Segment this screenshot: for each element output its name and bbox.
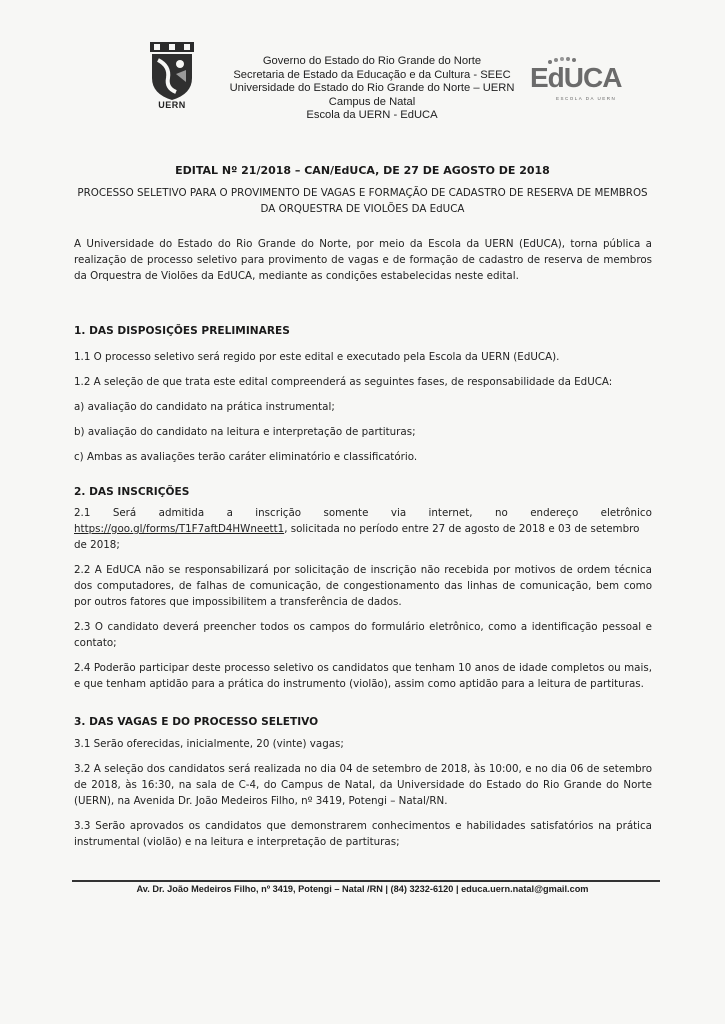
item-3-3: 3.3 Serão aprovados os candidatos que demonstrarem conhecimentos e habilidades satisfatórios na prática instrumental (violão) e na leitura e interpretação de partituras; bbox=[74, 820, 652, 848]
item-2-1-word: somente bbox=[323, 507, 369, 519]
section-3-heading: 3. DAS VAGAS E DO PROCESSO SELETIVO bbox=[74, 716, 319, 728]
item-2-1-word: internet, bbox=[428, 507, 473, 519]
item-2-1-word: Será bbox=[112, 507, 137, 519]
item-2-1-rest bbox=[74, 521, 652, 553]
item-3-2: 3.2 A seleção dos candidatos será realizada no dia 04 de setembro de 2018, às 10:00, e no dia 06 de setembro de 2018, às 16:30, na sala de C-4, do Campus de Natal, da Universidade do Estado do Rio Grande do Norte (UERN), na Avenida Dr. João Medeiros Filho, nº 3419, Potengi – Natal/RN. bbox=[74, 763, 652, 807]
item-2-1-word: 2.1 bbox=[74, 507, 91, 519]
item-1-2-a: a) avaliação do candidato na prática instrumental; bbox=[74, 401, 335, 413]
registration-form-link[interactable]: https://goo.gl/forms/T1F7aftD4HWneett1 bbox=[74, 523, 285, 535]
educa-logo bbox=[530, 54, 620, 104]
uern-shield-icon bbox=[146, 40, 198, 102]
section-1-body bbox=[74, 349, 652, 465]
uern-logo-label: UERN bbox=[158, 100, 186, 110]
item-2-1-word: inscrição bbox=[255, 507, 302, 519]
educa-logo-subtitle: ESCOLA DA UERN bbox=[556, 96, 617, 101]
item-2-4: 2.4 Poderão participar deste processo seletivo os candidatos que tenham 10 anos de idade completos ou mais, e que tenham aptidão para a prática do instrumento (violão), assim como aptidão para a leitura de partituras. bbox=[74, 662, 652, 690]
item-3-1: 3.1 Serão oferecidas, inicialmente, 20 (vinte) vagas; bbox=[74, 738, 344, 750]
edital-subtitle bbox=[70, 185, 655, 217]
item-2-1-word: eletrônico bbox=[600, 507, 652, 519]
section-3-body bbox=[74, 736, 652, 850]
edital-subtitle-line-1: PROCESSO SELETIVO PARA O PROVIMENTO DE VAGAS E FORMAÇÃO DE CADASTRO DE RESERVA DE MEMBROS bbox=[77, 187, 648, 199]
header-line-campus: Campus de Natal bbox=[328, 95, 416, 108]
item-1-2-c: c) Ambas as avaliações terão caráter eliminatório e classificatório. bbox=[74, 451, 418, 463]
footer-divider bbox=[72, 880, 660, 882]
section-1-heading: 1. DAS DISPOSIÇÕES PRELIMINARES bbox=[74, 325, 290, 337]
section-2-heading: 2. DAS INSCRIÇÕES bbox=[74, 486, 190, 498]
header-line-school: Escola da UERN - EdUCA bbox=[306, 109, 438, 121]
educa-logo-word: EdUCA bbox=[530, 62, 622, 93]
item-1-1: 1.1 O processo seletivo será regido por este edital e executado pela Escola da UERN (EdUCA). bbox=[74, 351, 560, 363]
section-2-body bbox=[74, 505, 652, 692]
header-line-secretary: Secretaria de Estado da Educação e da Cultura - SEEC bbox=[233, 68, 511, 81]
item-2-1-word: admitida bbox=[158, 507, 205, 519]
intro-paragraph bbox=[74, 236, 652, 284]
item-2-1-word: a bbox=[226, 507, 233, 519]
edital-title: EDITAL Nº 21/2018 – CAN/EdUCA, DE 27 DE AGOSTO DE 2018 bbox=[175, 164, 550, 177]
item-2-1-word: via bbox=[390, 507, 407, 519]
item-1-2-b: b) avaliação do candidato na leitura e interpretação de partituras; bbox=[74, 426, 416, 438]
item-2-1-period-text: , solicitada no período entre 27 de agosto de 2018 e 03 de setembro de 2018; bbox=[74, 523, 640, 551]
item-2-2: 2.2 A EdUCA não se responsabilizará por solicitação de inscrição não recebida por motivos de ordem técnica dos computadores, de falhas de comunicação, de congestionamento das linhas de comunicação, bem como por outros fatores que impossibilitem a transferência de dados. bbox=[74, 564, 652, 608]
item-2-3: 2.3 O candidato deverá preencher todos os campos do formulário eletrônico, como a identificação pessoal e contato; bbox=[74, 621, 652, 649]
item-1-2: 1.2 A seleção de que trata este edital compreenderá as seguintes fases, de responsabilidade da EdUCA: bbox=[74, 376, 613, 388]
footer-address: Av. Dr. João Medeiros Filho, nº 3419, Potengi – Natal /RN | (84) 3232-6120 | educa.uern.natal@gmail.com bbox=[136, 884, 589, 894]
institution-header bbox=[206, 55, 538, 123]
item-2-1-word: endereço bbox=[530, 507, 579, 519]
header-line-university: Universidade do Estado do Rio Grande do Norte – UERN bbox=[229, 82, 515, 94]
edital-subtitle-line-2: DA ORQUESTRA DE VIOLÕES DA EdUCA bbox=[260, 203, 465, 215]
item-2-1-word: no bbox=[494, 507, 508, 519]
intro-text: A Universidade do Estado do Rio Grande do Norte, por meio da Escola da UERN (EdUCA), torna pública a realização de processo seletivo para provimento de vagas e de formação de cadastro de reserva de membros da Orquestra de Violões da EdUCA, mediante as condições estabelecidas neste edital. bbox=[74, 238, 652, 282]
header-line-government: Governo do Estado do Rio Grande do Norte bbox=[262, 55, 482, 67]
item-2-1-first-line bbox=[74, 505, 652, 521]
